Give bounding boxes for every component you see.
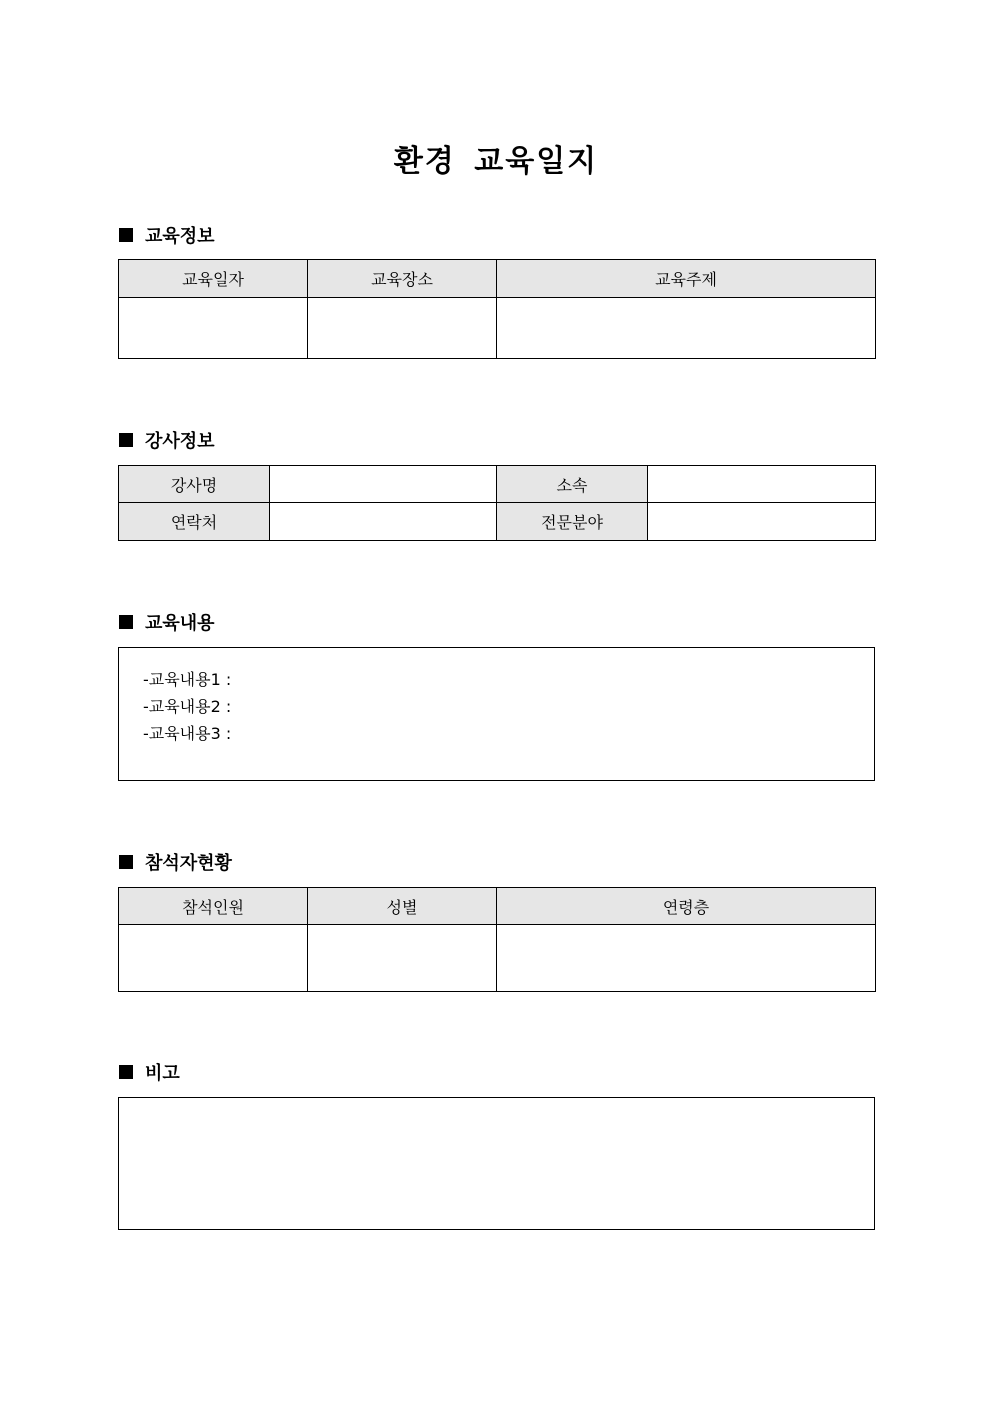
document-title: 환경 교육일지 <box>393 144 599 179</box>
header-education-topic: 교육주제 <box>497 260 876 298</box>
content-line-2: -교육내용2 : <box>143 697 232 716</box>
header-gender: 성별 <box>308 888 497 925</box>
label-specialty: 전문분야 <box>497 503 648 541</box>
square-bullet-icon <box>119 855 133 869</box>
specialty-cell[interactable] <box>648 503 876 541</box>
section-label: 강사정보 <box>145 431 215 452</box>
content-line-1: -교육내용1 : <box>143 670 232 689</box>
label-instructor-name: 강사명 <box>119 466 270 503</box>
instructor-name-cell[interactable] <box>270 466 497 503</box>
content-line-3: -교육내용3 : <box>143 724 232 743</box>
section-heading-attendees <box>119 850 232 874</box>
section-label: 비고 <box>145 1063 180 1084</box>
header-age-group: 연령층 <box>497 888 876 925</box>
header-attendee-count: 참석인원 <box>119 888 308 925</box>
section-heading-instructor-info <box>119 428 215 452</box>
attendees-table <box>118 887 876 992</box>
section-heading-education-content <box>119 610 215 634</box>
remarks-box[interactable] <box>118 1097 875 1230</box>
education-place-cell[interactable] <box>308 298 497 359</box>
education-info-table <box>118 259 876 359</box>
affiliation-cell[interactable] <box>648 466 876 503</box>
square-bullet-icon <box>119 615 133 629</box>
label-affiliation: 소속 <box>497 466 648 503</box>
age-group-cell[interactable] <box>497 925 876 992</box>
attendee-count-cell[interactable] <box>119 925 308 992</box>
header-education-place: 교육장소 <box>308 260 497 298</box>
square-bullet-icon <box>119 1065 133 1079</box>
section-heading-remarks <box>119 1060 180 1084</box>
section-heading-education-info <box>119 223 215 247</box>
square-bullet-icon <box>119 433 133 447</box>
education-content-box[interactable] <box>118 647 875 781</box>
gender-cell[interactable] <box>308 925 497 992</box>
section-label: 교육정보 <box>145 226 215 247</box>
section-label: 참석자현황 <box>145 853 232 874</box>
label-contact: 연락처 <box>119 503 270 541</box>
header-education-date: 교육일자 <box>119 260 308 298</box>
education-date-cell[interactable] <box>119 298 308 359</box>
education-topic-cell[interactable] <box>497 298 876 359</box>
contact-cell[interactable] <box>270 503 497 541</box>
section-label: 교육내용 <box>145 613 215 634</box>
square-bullet-icon <box>119 228 133 242</box>
instructor-info-table <box>118 465 876 541</box>
